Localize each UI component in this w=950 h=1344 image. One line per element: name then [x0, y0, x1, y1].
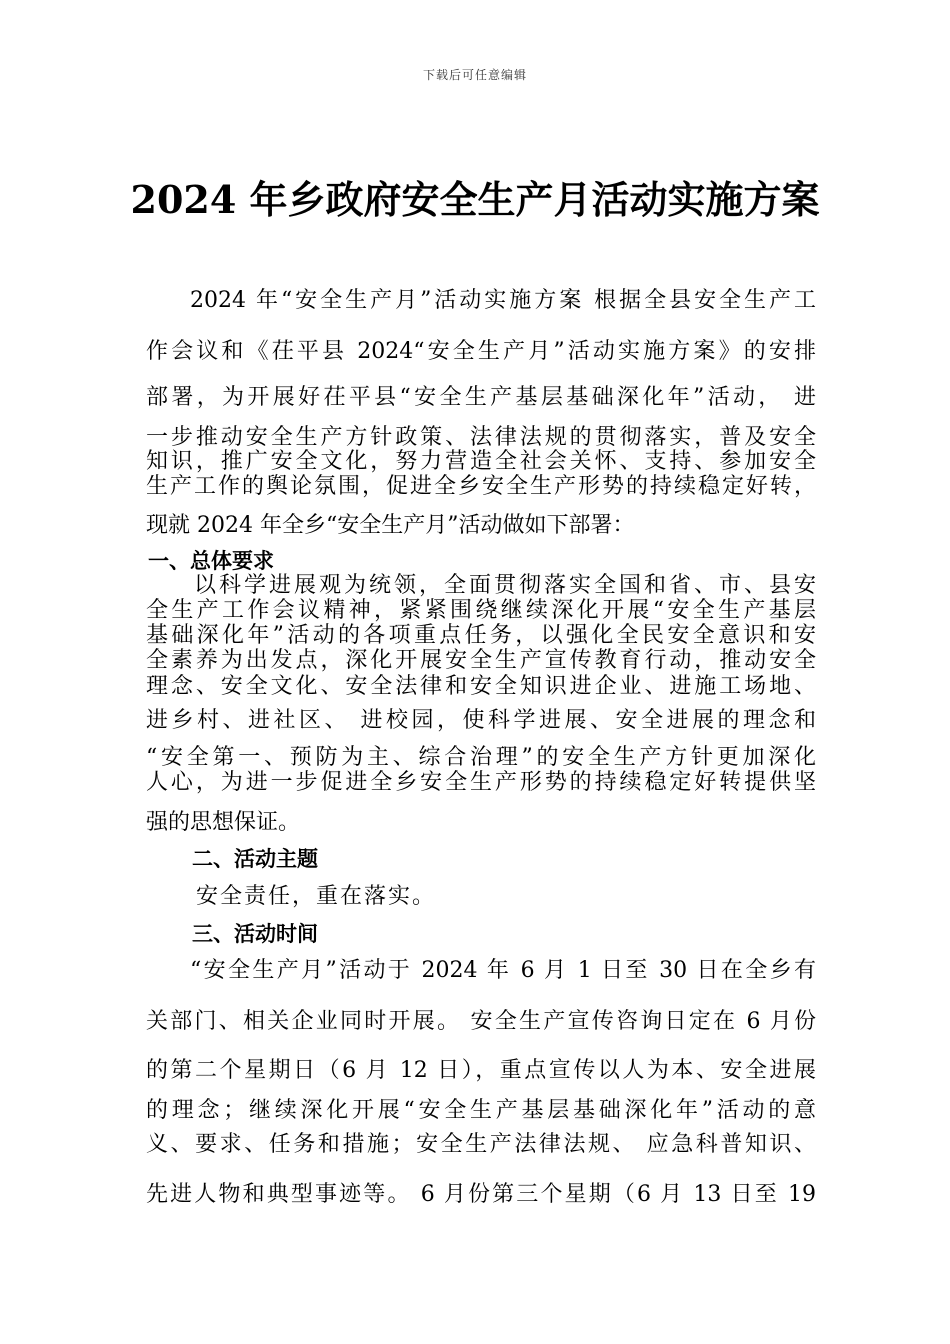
- intro-line: 知识，推广安全文化，努力营造全社会关怀、支持、参加安全: [146, 449, 816, 474]
- section1-line: 以科学进展观为统领，全面贯彻落实全国和省、市、县安: [194, 573, 816, 598]
- section-heading-activity-theme: 二、活动主题: [192, 847, 318, 871]
- section3-line: 关部门、相关企业同时开展。 安全生产宣传咨询日定在 6 月份: [146, 1009, 816, 1034]
- section3-line: “安全生产月”活动于 2024 年 6 月 1 日至 30 日在全乡有: [190, 958, 816, 983]
- section1-line: 理念、安全文化、安全法律和安全知识进企业、进施工场地、: [146, 674, 816, 699]
- section1-line: 全素养为出发点，深化开展安全生产宣传教育行动，推动安全: [146, 648, 816, 673]
- section3-line: 先进人物和典型事迹等。 6 月份第三个星期（6 月 13 日至 19: [146, 1182, 816, 1207]
- document-title: 2024 年乡政府安全生产月活动实施方案: [130, 177, 820, 222]
- intro-line: 现就 2024 年全乡“安全生产月”活动做如下部署：: [146, 513, 635, 538]
- activity-theme-text: 安全责任，重在落实。: [196, 884, 437, 909]
- intro-line: 生产工作的舆论氛围，促进全乡安全生产形势的持续稳定好转，: [146, 474, 816, 499]
- section1-line: “安全第一、预防为主、综合治理”的安全生产方针更加深化: [146, 745, 816, 770]
- intro-line: 部署，为开展好茌平县“安全生产基层基础深化年”活动， 进: [146, 385, 816, 410]
- section-heading-activity-time: 三、活动时间: [192, 922, 318, 946]
- section1-line: 人心，为进一步促进全乡安全生产形势的持续稳定好转提供坚: [146, 770, 816, 795]
- header-note: 下载后可任意编辑: [422, 68, 527, 82]
- section3-line: 的第二个星期日（6 月 12 日），重点宣传以人为本、安全进展: [146, 1058, 816, 1083]
- intro-line: 2024 年“安全生产月”活动实施方案 根据全县安全生产工: [190, 288, 816, 313]
- section1-line: 进乡村、进社区、 进校园，使科学进展、安全进展的理念和: [146, 708, 816, 733]
- section3-line: 的理念；继续深化开展“安全生产基层基础深化年”活动的意: [146, 1098, 816, 1123]
- section1-line: 全生产工作会议精神，紧紧围绕继续深化开展“安全生产基层: [146, 598, 816, 623]
- section1-line: 强的思想保证。: [146, 810, 301, 835]
- section-heading-general-requirements: 一、总体要求: [148, 549, 274, 573]
- section3-line: 义、要求、任务和措施；安全生产法律法规、 应急科普知识、: [146, 1132, 816, 1157]
- section1-line: 基础深化年”活动的各项重点任务，以强化全民安全意识和安: [146, 623, 816, 648]
- intro-line: 一步推动安全生产方针政策、法律法规的贯彻落实，普及安全: [146, 425, 816, 450]
- intro-line: 作会议和《茌平县 2024“安全生产月”活动实施方案》的安排: [146, 339, 816, 364]
